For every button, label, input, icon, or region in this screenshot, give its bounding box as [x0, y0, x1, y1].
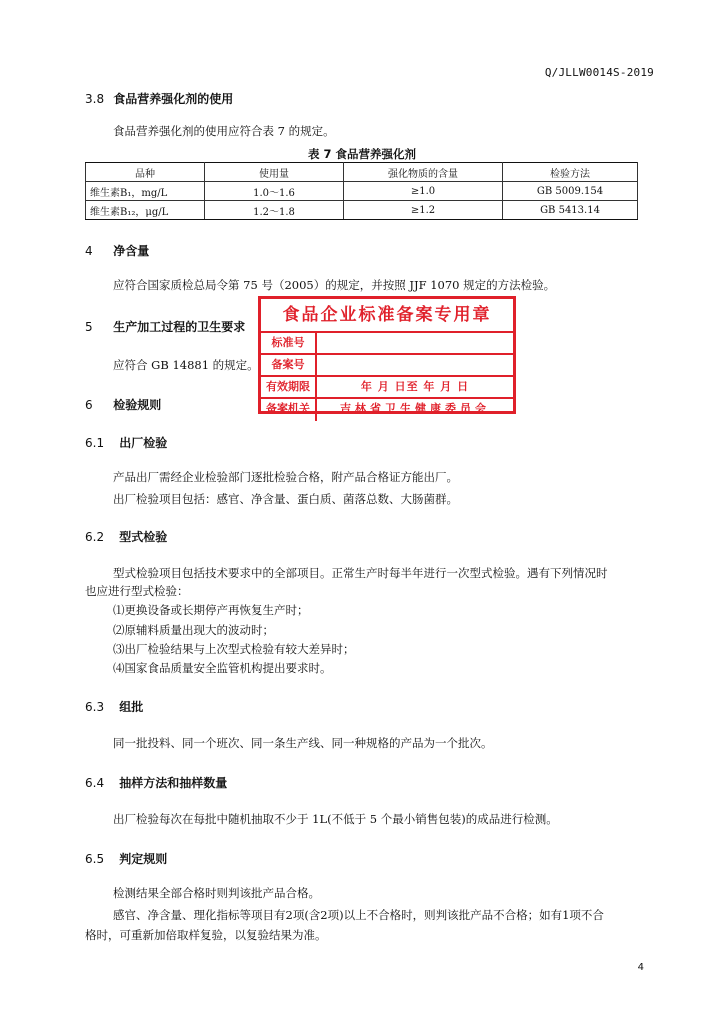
page-number: 4: [637, 962, 644, 973]
stamp-row: [261, 333, 513, 355]
section-heading-6: [85, 396, 161, 413]
section-number: 6.4: [85, 776, 105, 790]
section-number: 6.1: [85, 436, 105, 450]
table-cell: GB 5413.14: [503, 201, 638, 220]
column-header: 检验方法: [503, 163, 638, 182]
section-heading-6-4: [85, 774, 227, 791]
nutrient-fortifier-table: [85, 162, 638, 220]
section-title: 抽样方法和抽样数量: [119, 776, 228, 790]
column-header: 使用量: [205, 163, 344, 182]
stamp-title: 食品企业标准备案专用章: [261, 299, 513, 333]
section-title: 判定规则: [119, 852, 168, 866]
section-heading-6-1: [85, 434, 167, 451]
section-heading-6-5: [85, 850, 167, 867]
section-number: 5: [85, 320, 93, 334]
section-number: 3.8: [85, 92, 105, 106]
section-number: 4: [85, 244, 93, 258]
table-cell: 维生素B₁，mg/L: [86, 182, 205, 201]
table-cell: 1.2～1.8: [205, 201, 344, 220]
paragraph: 应符合 GB 14881 的规定。: [113, 358, 259, 372]
paragraph: 同一批投料、同一个班次、同一条生产线、同一种规格的产品为一个批次。: [113, 736, 493, 750]
section-number: 6: [85, 398, 93, 412]
table-cell: GB 5009.154: [503, 182, 638, 201]
section-number: 6.3: [85, 700, 105, 714]
stamp-label: 备案机关: [261, 399, 317, 421]
list-item: ⑷国家食品质量安全监管机构提出要求时。: [113, 661, 332, 675]
section-heading-6-3: [85, 698, 143, 715]
paragraph: 食品营养强化剂的使用应符合表 7 的规定。: [113, 124, 335, 138]
column-header: 强化物质的含量: [344, 163, 503, 182]
list-item: ⑴更换设备或长期停产再恢复生产时；: [113, 603, 309, 617]
list-item: ⑵原辅料质量出现大的波动时；: [113, 623, 274, 637]
section-title: 食品营养强化剂的使用: [113, 92, 234, 106]
paragraph: 也应进行型式检验：: [85, 584, 189, 598]
paragraph: 出厂检验每次在每批中随机抽取不少于 1L(不低于 5 个最小销售包装)的成品进行检测。: [113, 812, 558, 826]
section-heading-5: [85, 318, 245, 335]
table-cell: ≥1.0: [344, 182, 503, 201]
section-title: 净含量: [113, 244, 150, 258]
section-heading-4: [85, 242, 149, 259]
stamp-value: [317, 333, 513, 353]
stamp-label: 有效期限: [261, 377, 317, 397]
stamp-label: 标准号: [261, 333, 317, 353]
paragraph: 检测结果全部合格时则判该批产品合格。: [113, 886, 320, 900]
table-cell: 1.0～1.6: [205, 182, 344, 201]
filing-stamp: [258, 296, 516, 414]
table-caption: 表 7 食品营养强化剂: [307, 147, 416, 161]
list-item: ⑶出厂检验结果与上次型式检验有较大差异时；: [113, 642, 355, 656]
table-row: [86, 201, 638, 220]
stamp-row: [261, 377, 513, 399]
document-code: Q/JLLW0014S-2019: [544, 66, 654, 79]
table-header-row: [86, 163, 638, 182]
section-number: 6.5: [85, 852, 105, 866]
section-title: 组批: [119, 700, 144, 714]
section-number: 6.2: [85, 530, 105, 544]
paragraph: 出厂检验项目包括：感官、净含量、蛋白质、菌落总数、大肠菌群。: [113, 492, 458, 506]
table-row: [86, 182, 638, 201]
table-cell: ≥1.2: [344, 201, 503, 220]
section-title: 生产加工过程的卫生要求: [113, 320, 246, 334]
paragraph: 格时，可重新加倍取样复验，以复验结果为准。: [85, 928, 327, 942]
section-title: 检验规则: [113, 398, 162, 412]
stamp-row: [261, 399, 513, 421]
stamp-row: [261, 355, 513, 377]
section-title: 出厂检验: [119, 436, 168, 450]
paragraph: 产品出厂需经企业检验部门逐批检验合格，附产品合格证方能出厂。: [113, 470, 458, 484]
paragraph: 应符合国家质检总局令第 75 号（2005）的规定，并按照 JJF 1070 规定的方法检验。: [113, 278, 556, 292]
section-heading-3-8: [85, 90, 233, 107]
stamp-value: [317, 355, 513, 375]
section-title: 型式检验: [119, 530, 168, 544]
stamp-value: 吉林省卫生健康委员会: [340, 402, 490, 415]
column-header: 品种: [86, 163, 205, 182]
table-cell: 维生素B₁₂，μg/L: [86, 201, 205, 220]
paragraph: 型式检验项目包括技术要求中的全部项目。正常生产时每半年进行一次型式检验。遇有下列情况时: [113, 566, 608, 580]
stamp-value: 年 月 日至 年 月 日: [360, 380, 470, 393]
paragraph: 感官、净含量、理化指标等项目有2项(含2项)以上不合格时，则判该批产品不合格；如有1项不合: [113, 908, 604, 922]
stamp-label: 备案号: [261, 355, 317, 375]
section-heading-6-2: [85, 528, 167, 545]
